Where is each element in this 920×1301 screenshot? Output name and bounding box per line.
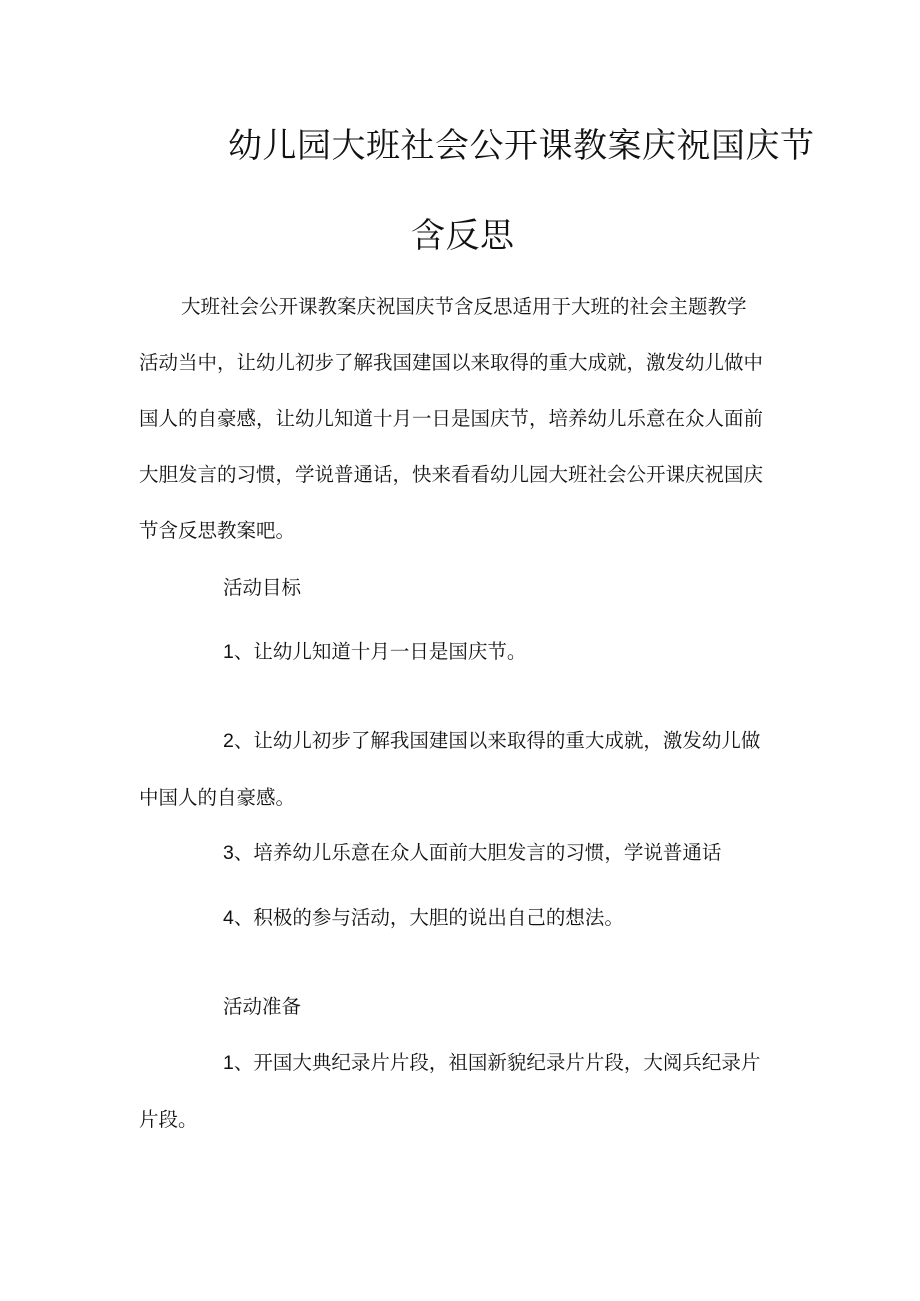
goal-text: 、培养幼儿乐意在众人面前大胆发言的习惯，学说普通话 <box>233 841 722 864</box>
intro-line: 大胆发言的习惯，学说普通话，快来看看幼儿园大班社会公开课庆祝国庆 <box>139 463 764 486</box>
goal-item <box>223 725 760 753</box>
preparation-text: 、开国大典纪录片片段，祖国新貌纪录片片段，大阅兵纪录片 <box>233 1051 761 1074</box>
document-title-line-2: 含反思 <box>411 216 515 256</box>
goals-heading: 活动目标 <box>223 576 302 599</box>
intro-line: 活动当中，让幼儿初步了解我国建国以来取得的重大成就，激发幼儿做中 <box>139 351 764 374</box>
intro-line: 节含反思教案吧。 <box>139 519 296 542</box>
document-title-line-1: 幼儿园大班社会公开课教案庆祝国庆节 <box>228 126 815 166</box>
goal-number: 4 <box>223 907 234 929</box>
goal-item-continuation: 中国人的自豪感。 <box>139 786 296 809</box>
intro-line: 国人的自豪感，让幼儿知道十月一日是国庆节，培养幼儿乐意在众人面前 <box>139 407 764 430</box>
goal-text: 、积极的参与活动，大胆的说出自己的想法。 <box>233 906 624 929</box>
goal-text: 、让幼儿知道十月一日是国庆节。 <box>233 640 527 663</box>
goal-item <box>223 636 526 664</box>
goal-number: 3 <box>223 842 234 864</box>
preparation-item-continuation: 片段。 <box>139 1108 198 1131</box>
goal-number: 2 <box>223 730 234 752</box>
intro-line: 大班社会公开课教案庆祝国庆节含反思适用于大班的社会主题教学 <box>181 295 747 318</box>
preparation-item <box>223 1047 760 1075</box>
preparation-heading: 活动准备 <box>223 995 302 1018</box>
preparation-number: 1 <box>223 1052 234 1074</box>
goal-item <box>223 902 624 930</box>
goal-item <box>223 837 721 865</box>
goal-text: 、让幼儿初步了解我国建国以来取得的重大成就，激发幼儿做 <box>233 729 761 752</box>
goal-number: 1 <box>223 641 234 663</box>
